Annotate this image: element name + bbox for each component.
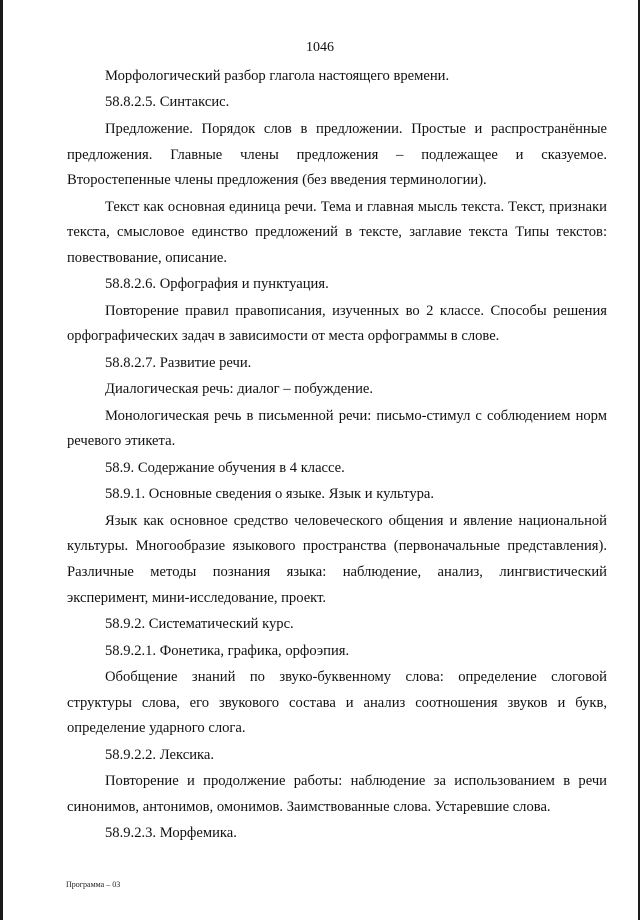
paragraph: Диалогическая речь: диалог – побуждение. (105, 381, 374, 398)
page-number: 1046 (306, 40, 334, 55)
paragraph: Повторение правил правописания, изученных во 2 классе. Способы решения орфографических задач в зависимости от места орфограммы в слове. (67, 302, 607, 345)
document-body (67, 64, 607, 848)
section-heading: 58.9.1. Основные сведения о языке. Язык и культура. (105, 486, 435, 503)
paragraph: Язык как основное средство человеческого общения и явление национальной культуры. Многообразие языкового пространства (первоначальные представления). Различные методы познания языка: наблюдение, анализ, лингвистический эксперимент, мини-исследование, проект. (67, 512, 607, 606)
paragraph: Обобщение знаний по звуко-буквенному слова: определение слоговой структуры слова, его звукового состава и анализ соотношения звуков и букв, определение ударного слога. (67, 669, 607, 737)
section-heading: 58.9.2.3. Морфемика. (105, 825, 237, 842)
section-heading: 58.8.2.7. Развитие речи. (105, 354, 252, 371)
section-heading: 58.9.2.2. Лексика. (105, 746, 215, 763)
paragraph: Морфологический разбор глагола настоящего времени. (105, 68, 450, 84)
paragraph: Текст как основная единица речи. Тема и главная мысль текста. Текст, признаки текста, смысловое единство предложений в тексте, заглавие текста Типы текстов: повествование, описание. (67, 198, 607, 266)
paragraph: Монологическая речь в письменной речи: письмо-стимул с соблюдением норм речевого этикета. (67, 407, 607, 450)
paragraph: Повторение и продолжение работы: наблюдение за использованием в речи синонимов, антонимов, омонимов. Заимствованные слова. Устаревшие слова. (67, 773, 607, 815)
section-heading: 58.8.2.6. Орфография и пунктуация. (105, 276, 329, 293)
section-heading: 58.9.2.1. Фонетика, графика, орфоэпия. (105, 642, 350, 659)
section-heading: 58.8.2.5. Синтаксис. (105, 94, 230, 111)
footer-label: Программа – 03 (66, 880, 121, 889)
scan-edge-left (0, 0, 3, 920)
section-heading: 58.9.2. Систематический курс. (105, 616, 294, 633)
paragraph: Предложение. Порядок слов в предложении. Простые и распространённые предложения. Главные члены предложения – подлежащее и сказуемое. Второстепенные члены предложения (без введения терминологии). (67, 120, 607, 189)
section-heading: 58.9. Содержание обучения в 4 классе. (105, 459, 345, 476)
